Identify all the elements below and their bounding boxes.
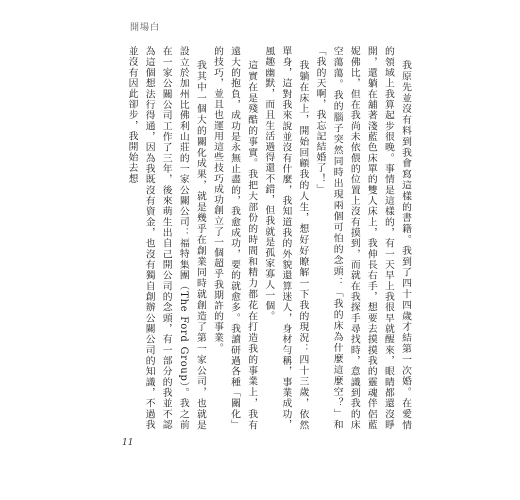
- paragraph-2: 我躺在床上，開始回顧我的人生，想好好瞭解一下我的現況：四十三歲，依然單身，這對我來說並沒有什麼，我知道我的外貌還算迷人，身材勻稱，事業成功，風趣幽默，而且生活過得還不錯，但我就是孤家寡人一個。: [263, 46, 309, 430]
- body-text: [114, 46, 414, 430]
- running-head: 開場白: [130, 23, 161, 33]
- paragraph-1: 我原先並沒有料到我會寫這樣的書籍。我到了四十四歲才結第一次婚。在愛情的領域上我算起步很晚。事情是這樣的，有一天早上我很早就醒來，眼睛都還沒睜開，還躺在舖著淺藍色床單的雙人床上，我伸長右手，想要去摸摸我的靈魂伴侶藍妮佛比，但在我尚未依偎的位置上沒有摸到，而就在我探手尋找時，意識到我的床空蕩蕩。我的腦子突然同時出現兩個可怕的念頭：「我的床為什麼這麼空？」和「我的天啊，我忘記結婚了！」: [314, 46, 411, 430]
- paragraph-3: 這實在是殘酷的事實。我把大部份的時間和精力都花在打造我的事業上，我有遠大的抱負，成功是永無止盡的，我愈成功，要的就愈多。我讀研過各種「關化」的技巧，並且也運用這些技巧成功創立了一個超乎我期許的事業。: [211, 46, 258, 430]
- page-number: 11: [122, 438, 134, 448]
- paragraph-4: 我其中一個大的關化成果，就是幾乎在創業同時就創造了第一家公司，也就是設立於加州比佛利山莊的一家公關公司：福特集團（The Ford Group）。我之前在一家公關公司工作了三年，後來萌生出自己開公司的念頭，有一部分的我並不認為這個想法行得通，因為我既沒有資金，也沒有獨自創辦公關公司的知識，不過我並沒有因此卻步，我開始去想: [126, 46, 206, 430]
